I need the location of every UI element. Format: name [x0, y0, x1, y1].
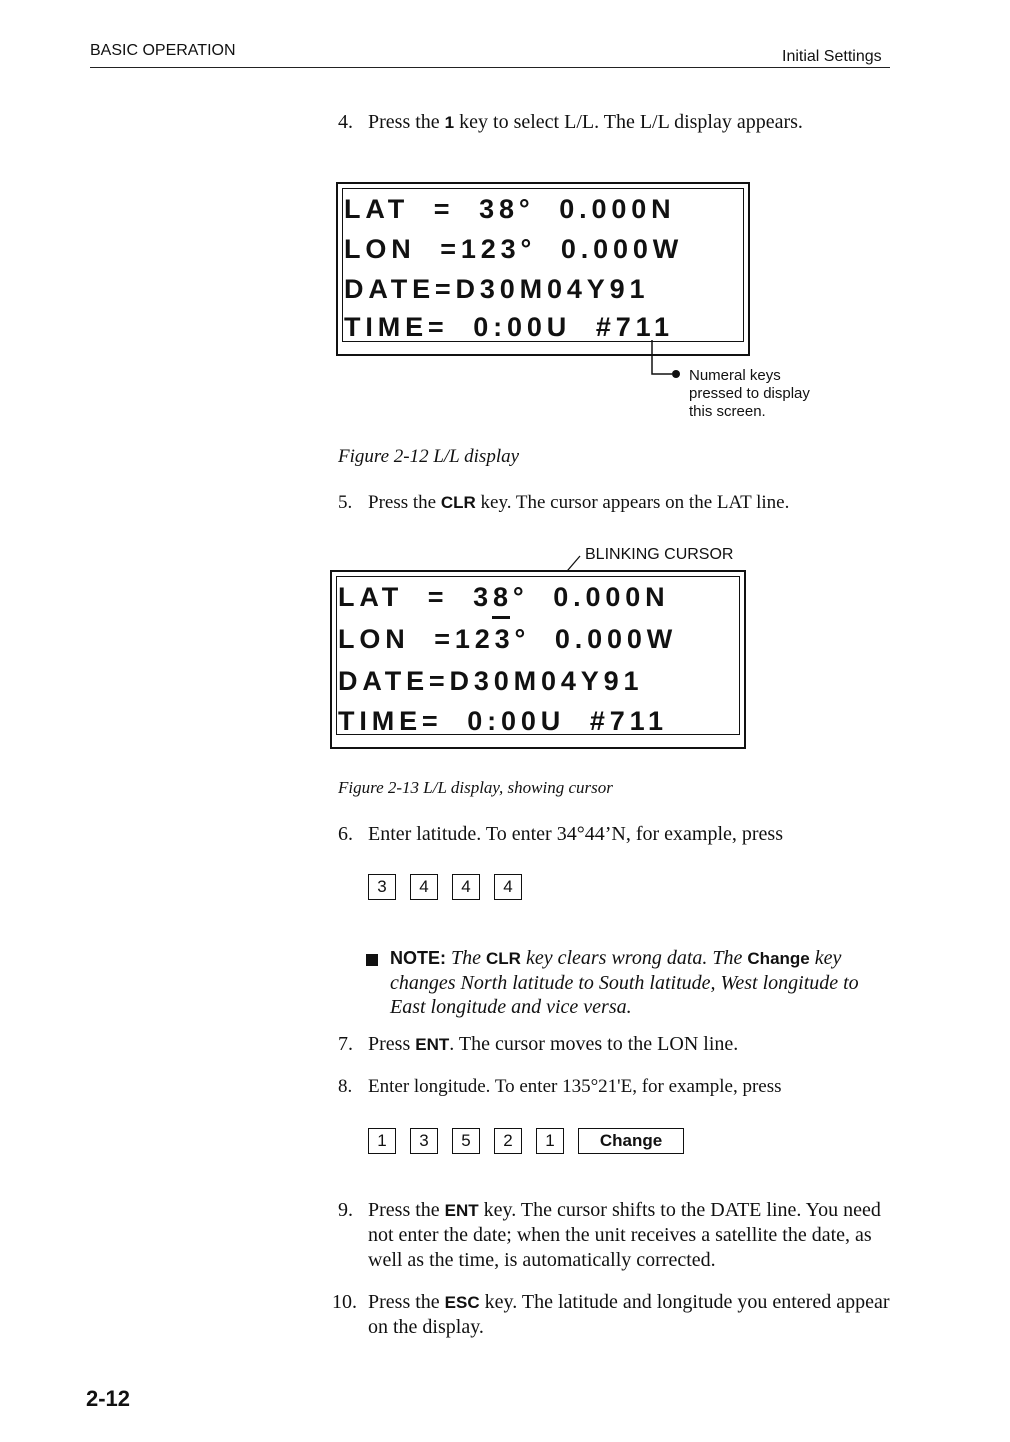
lcd-line-time: TIME= 0:00U #711: [338, 706, 668, 736]
key-name: CLR: [440, 493, 476, 512]
note-bullet: [366, 954, 378, 966]
step-text: Enter latitude. To enter 34°44’N, for example, press: [368, 823, 783, 845]
running-header-left: BASIC OPERATION: [90, 42, 236, 59]
annotation-line: Numeral keys: [689, 367, 781, 384]
blinking-cursor-label: BLINKING CURSOR: [585, 546, 734, 563]
annotation-leader-line: [640, 338, 685, 383]
figure-caption-2-12: Figure 2-12 L/L display: [338, 446, 520, 467]
lcd-display-fig12: [336, 182, 750, 356]
step-text: . The cursor moves to the LON line.: [449, 1033, 739, 1055]
step-number: 9.: [338, 1199, 353, 1221]
key-name: ESC: [444, 1293, 480, 1312]
step-text: key. The cursor shifts to the DATE line. You need not enter the date; when the unit receives a satellite the date, as well as the time, is automatically corrected.: [368, 1199, 881, 1271]
step-text: Press the: [368, 1199, 445, 1221]
annotation-line: this screen.: [689, 403, 766, 420]
key-4: 4: [410, 874, 438, 900]
key-name: ENT: [444, 1201, 479, 1220]
blinking-cursor: [492, 616, 510, 619]
step-number: 7.: [338, 1033, 353, 1055]
key-change: Change: [578, 1128, 684, 1154]
header-rule: [90, 67, 890, 68]
annotation-line: pressed to display: [689, 385, 810, 402]
annotation-numeral-keys: [689, 367, 810, 421]
step-text: key. The cursor appears on the LAT line.: [475, 492, 790, 513]
page-number: 2-12: [86, 1386, 131, 1411]
note-text: The: [446, 947, 486, 969]
step-number: 6.: [338, 823, 353, 845]
lcd-line-lon: LON =123° 0.000W: [344, 234, 684, 264]
step-text: Press the: [368, 1291, 445, 1313]
key-name: ENT: [415, 1035, 450, 1054]
step-text: Press the: [368, 111, 445, 133]
key-sequence-latitude: [368, 874, 522, 900]
lcd-line-lon: LON =123° 0.000W: [338, 624, 678, 654]
key-1: 1: [368, 1128, 396, 1154]
key-4: 4: [494, 874, 522, 900]
figure-caption-2-13: Figure 2-13 L/L display, showing cursor: [338, 778, 613, 797]
key-sequence-longitude: [368, 1128, 684, 1154]
step-text: key. The latitude and longitude you entered appear on the display.: [368, 1291, 890, 1338]
key-name: CLR: [486, 949, 521, 968]
key-2: 2: [494, 1128, 522, 1154]
step-number: 8.: [338, 1076, 353, 1097]
key-1: 1: [536, 1128, 564, 1154]
note-text: key changes North latitude to South latitude, West longitude to East longitude and vice versa.: [390, 947, 859, 1018]
lcd-line-time: TIME= 0:00U #711: [344, 312, 674, 342]
key-4: 4: [452, 874, 480, 900]
note-text: key clears wrong data. The: [520, 947, 748, 969]
lcd-line-date: DATE=D30M04Y91: [338, 666, 644, 696]
lcd-line-date: DATE=D30M04Y91: [344, 274, 650, 304]
step-number: 4.: [338, 111, 353, 133]
key-3: 3: [410, 1128, 438, 1154]
step-number: 10.: [332, 1291, 357, 1313]
key-5: 5: [452, 1128, 480, 1154]
lcd-display-fig13: [330, 570, 746, 749]
step-text: key to select L/L. The L/L display appears.: [454, 111, 803, 133]
note-label: NOTE:: [390, 948, 446, 968]
step-text: Press: [368, 1033, 416, 1055]
lcd-line-lat: LAT = 38° 0.000N: [338, 582, 670, 612]
running-header-right: Initial Settings: [782, 48, 882, 65]
note-block: [390, 946, 890, 1019]
step-text: Enter longitude. To enter 135°21'E, for example, press: [368, 1076, 782, 1097]
step-text: Press the: [368, 492, 441, 513]
key-3: 3: [368, 874, 396, 900]
lcd-line-lat: LAT = 38° 0.000N: [344, 194, 676, 224]
key-name: Change: [747, 949, 810, 968]
key-name: 1: [444, 113, 455, 132]
step-number: 5.: [338, 492, 353, 513]
